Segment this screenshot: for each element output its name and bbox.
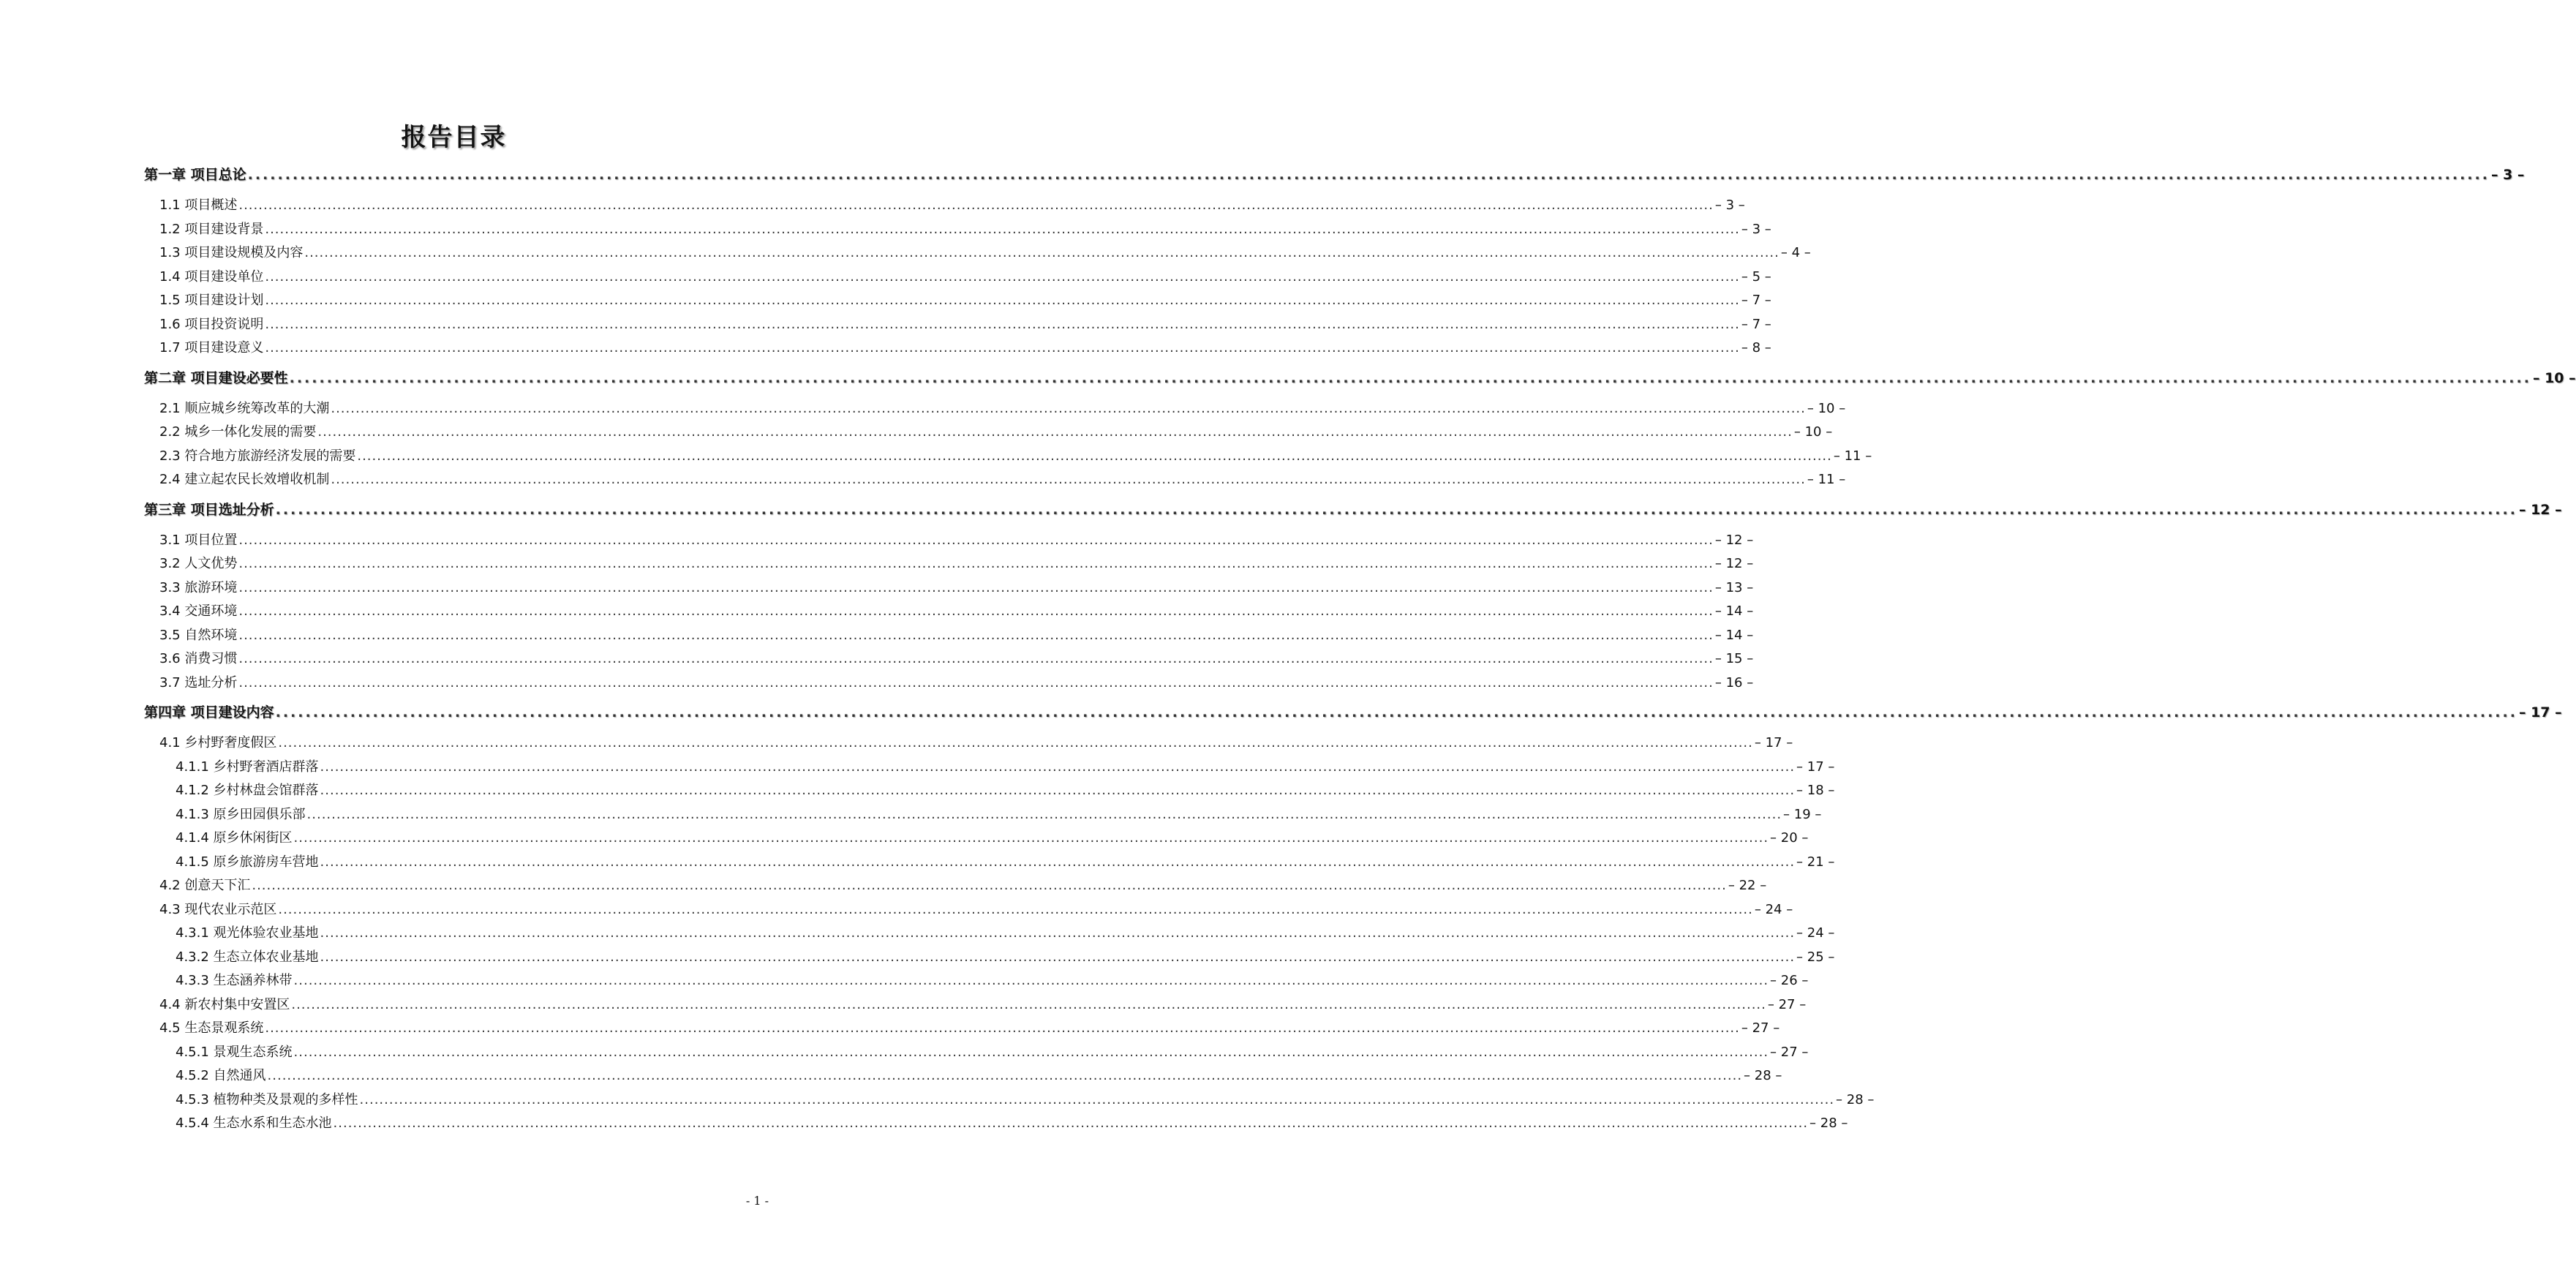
toc-section-entry[interactable] [159, 899, 1793, 918]
toc-dot-leader: ............................................................................................................................................................................................................................................................................................................ [289, 369, 2531, 386]
toc-chapter-entry[interactable] [144, 701, 2562, 721]
toc-entry-label: 3.3 旅游环境 [159, 579, 238, 595]
toc-entry-page: – 18 – [1796, 783, 1835, 798]
toc-section-entry[interactable] [159, 314, 1771, 333]
toc-entry-label: 4.3.3 生态涵养林带 [176, 973, 293, 988]
toc-entry-label: 第二章 项目建设必要性 [144, 369, 288, 386]
toc-section-entry[interactable] [159, 672, 1754, 691]
toc-entry-page: – 21 – [1796, 854, 1835, 870]
toc-entry-page: – 3 – [1741, 221, 1771, 237]
toc-section-entry[interactable] [159, 601, 1754, 620]
toc-section-entry[interactable] [159, 1017, 1780, 1036]
toc-section-entry[interactable] [159, 242, 1811, 261]
toc-section-entry[interactable] [159, 625, 1754, 644]
toc-dot-leader: ............................................................................................................................................................................................................................................................................................................ [265, 340, 1740, 355]
toc-entry-label: 4.3 现代农业示范区 [159, 901, 277, 917]
toc-subsection-entry[interactable] [176, 922, 1835, 941]
toc-entry-label: 3.7 选址分析 [159, 674, 238, 691]
toc-entry-page: – 24 – [1754, 901, 1793, 917]
toc-entry-label: 4.1.3 原乡田园俱乐部 [176, 806, 306, 822]
toc-entry-label: 4.5.4 生态水系和生态水池 [176, 1115, 332, 1131]
toc-entry-page: – 13 – [1714, 579, 1754, 595]
toc-entry-label: 4.1.5 原乡旅游房车营地 [176, 854, 319, 870]
toc-dot-leader: ............................................................................................................................................................................................................................................................................................................ [275, 704, 2517, 720]
toc-section-entry[interactable] [159, 648, 1754, 667]
toc-subsection-entry[interactable] [176, 1089, 1875, 1108]
toc-dot-leader: ............................................................................................................................................................................................................................................................................................................ [293, 973, 1769, 988]
toc-entry-page: – 12 – [1714, 556, 1754, 571]
toc-dot-leader: ............................................................................................................................................................................................................................................................................................................ [267, 1068, 1743, 1083]
toc-entry-label: 1.4 项目建设单位 [159, 268, 264, 285]
toc-section-entry[interactable] [159, 219, 1771, 238]
toc-entry-page: – 7 – [1741, 316, 1771, 332]
toc-chapter-entry[interactable] [144, 164, 2525, 184]
toc-entry-page: – 28 – [1744, 1068, 1782, 1083]
toc-entry-page: – 27 – [1767, 996, 1807, 1012]
toc-entry-label: 1.7 项目建设意义 [159, 340, 264, 355]
toc-entry-page: – 10 – [1793, 424, 1833, 440]
toc-entry-label: 2.2 城乡一体化发展的需要 [159, 424, 317, 440]
toc-entry-page: – 22 – [1728, 878, 1767, 893]
toc-entry-page: – 24 – [1796, 925, 1835, 941]
toc-dot-leader: ............................................................................................................................................................................................................................................................................................................ [320, 949, 1796, 965]
toc-section-entry[interactable] [159, 445, 1872, 464]
toc-entry-label: 1.3 项目建设规模及内容 [159, 245, 304, 260]
toc-entry-label: 1.2 项目建设背景 [159, 221, 264, 237]
toc-entry-label: 4.5.2 自然通风 [176, 1068, 266, 1083]
toc-dot-leader: ............................................................................................................................................................................................................................................................................................................ [278, 735, 1753, 750]
toc-entry-label: 4.4 新农村集中安置区 [159, 996, 290, 1012]
toc-subsection-entry[interactable] [176, 1113, 1848, 1132]
toc-dot-leader: ............................................................................................................................................................................................................................................................................................................ [265, 293, 1740, 308]
toc-entry-page: – 27 – [1770, 1044, 1809, 1060]
toc-entry-label: 1.1 项目概述 [159, 197, 238, 213]
toc-dot-leader: ............................................................................................................................................................................................................................................................................................................ [238, 651, 1714, 666]
toc-chapter-entry[interactable] [144, 367, 2576, 387]
toc-subsection-entry[interactable] [176, 851, 1835, 870]
toc-dot-leader: ............................................................................................................................................................................................................................................................................................................ [252, 878, 1727, 893]
toc-dot-leader: ............................................................................................................................................................................................................................................................................................................ [247, 167, 2490, 183]
toc-dot-leader: ............................................................................................................................................................................................................................................................................................................ [238, 603, 1714, 619]
toc-subsection-entry[interactable] [176, 827, 1809, 846]
toc-subsection-entry[interactable] [176, 780, 1835, 799]
toc-entry-page: – 3 – [1714, 197, 1745, 213]
toc-dot-leader: ............................................................................................................................................................................................................................................................................................................ [306, 806, 1782, 822]
toc-entry-page: – 19 – [1783, 806, 1822, 822]
toc-dot-leader: ............................................................................................................................................................................................................................................................................................................ [238, 556, 1714, 571]
toc-dot-leader: ............................................................................................................................................................................................................................................................................................................ [238, 579, 1714, 595]
toc-entry-page: – 7 – [1741, 293, 1771, 308]
toc-entry-label: 4.1.4 原乡休闲街区 [176, 830, 293, 846]
toc-entry-label: 4.5.1 景观生态系统 [176, 1044, 293, 1060]
toc-dot-leader: ............................................................................................................................................................................................................................................................................................................ [357, 448, 1832, 464]
toc-entry-page: – 20 – [1770, 830, 1809, 846]
toc-entry-page: – 3 – [2490, 167, 2525, 183]
toc-dot-leader: ............................................................................................................................................................................................................................................................................................................ [331, 400, 1806, 416]
toc-dot-leader: ............................................................................................................................................................................................................................................................................................................ [320, 759, 1796, 775]
toc-entry-page: – 10 – [1807, 400, 1846, 416]
toc-section-entry[interactable] [159, 577, 1754, 596]
toc-entry-label: 4.1.1 乡村野奢酒店群落 [176, 759, 319, 775]
toc-entry-label: 4.5 生态景观系统 [159, 1020, 264, 1036]
toc-section-entry[interactable] [159, 421, 1833, 440]
toc-entry-page: – 15 – [1714, 651, 1754, 666]
toc-subsection-entry[interactable] [176, 947, 1835, 966]
toc-entry-label: 第三章 项目选址分析 [144, 501, 274, 518]
toc-dot-leader: ............................................................................................................................................................................................................................................................................................................ [291, 996, 1766, 1012]
toc-dot-leader: ............................................................................................................................................................................................................................................................................................................ [359, 1091, 1835, 1107]
toc-section-entry[interactable] [159, 469, 1846, 488]
toc-section-entry[interactable] [159, 195, 1745, 214]
toc-entry-label: 2.1 顺应城乡统筹改革的大潮 [159, 400, 330, 416]
toc-entry-page: – 12 – [2518, 501, 2562, 518]
toc-entry-page: – 14 – [1714, 603, 1754, 619]
toc-entry-label: 2.4 建立起农民长效增收机制 [159, 472, 330, 487]
toc-entry-label: 2.3 符合地方旅游经济发展的需要 [159, 448, 356, 464]
toc-subsection-entry[interactable] [176, 756, 1835, 775]
toc-entry-label: 4.3.2 生态立体农业基地 [176, 949, 319, 965]
toc-dot-leader: ............................................................................................................................................................................................................................................................................................................ [238, 674, 1714, 691]
toc-entry-page: – 10 – [2532, 369, 2576, 386]
toc-dot-leader: ............................................................................................................................................................................................................................................................................................................ [265, 221, 1740, 237]
toc-entry-page: – 26 – [1770, 973, 1809, 988]
toc-subsection-entry[interactable] [176, 970, 1809, 989]
toc-section-entry[interactable] [159, 553, 1754, 572]
toc-chapter-entry[interactable] [144, 499, 2562, 519]
toc-section-entry[interactable] [159, 337, 1771, 356]
toc-dot-leader: ............................................................................................................................................................................................................................................................................................................ [238, 532, 1714, 548]
toc-entry-label: 4.1 乡村野奢度假区 [159, 735, 277, 750]
toc-dot-leader: ............................................................................................................................................................................................................................................................................................................ [320, 783, 1796, 798]
toc-dot-leader: ............................................................................................................................................................................................................................................................................................................ [238, 197, 1714, 213]
toc-entry-page: – 17 – [1796, 759, 1835, 775]
toc-section-entry[interactable] [159, 290, 1771, 309]
toc-entry-label: 4.5.3 植物种类及景观的多样性 [176, 1091, 358, 1107]
toc-entry-label: 4.2 创意天下汇 [159, 878, 251, 893]
toc-dot-leader: ............................................................................................................................................................................................................................................................................................................ [331, 472, 1806, 487]
toc-entry-label: 3.2 人文优势 [159, 556, 238, 571]
toc-dot-leader: ............................................................................................................................................................................................................................................................................................................ [265, 268, 1740, 285]
toc-dot-leader: ............................................................................................................................................................................................................................................................................................................ [265, 316, 1740, 332]
toc-entry-label: 3.5 自然环境 [159, 627, 238, 643]
toc-dot-leader: ............................................................................................................................................................................................................................................................................................................ [333, 1115, 1809, 1131]
toc-entry-page: – 12 – [1714, 532, 1754, 548]
toc-entry-label: 4.3.1 观光体验农业基地 [176, 925, 319, 941]
toc-dot-leader: ............................................................................................................................................................................................................................................................................................................ [293, 1044, 1769, 1060]
toc-dot-leader: ............................................................................................................................................................................................................................................................................................................ [320, 925, 1796, 941]
toc-section-entry[interactable] [159, 530, 1754, 549]
toc-dot-leader: ............................................................................................................................................................................................................................................................................................................ [265, 1020, 1740, 1036]
toc-dot-leader: ............................................................................................................................................................................................................................................................................................................ [320, 854, 1796, 870]
toc-entry-page: – 14 – [1714, 627, 1754, 643]
toc-entry-page: – 16 – [1714, 674, 1754, 691]
page-title: 报告目录 [401, 123, 507, 152]
toc-entry-label: 1.5 项目建设计划 [159, 293, 264, 308]
toc-entry-page: – 11 – [1833, 448, 1872, 464]
toc-entry-page: – 25 – [1796, 949, 1835, 965]
toc-entry-page: – 5 – [1741, 268, 1771, 285]
toc-entry-label: 第一章 项目总论 [144, 167, 246, 183]
toc-entry-label: 3.6 消费习惯 [159, 651, 238, 666]
toc-entry-label: 1.6 项目投资说明 [159, 316, 264, 332]
toc-entry-page: – 17 – [2518, 704, 2562, 720]
toc-dot-leader: ............................................................................................................................................................................................................................................................................................................ [278, 901, 1753, 917]
toc-subsection-entry[interactable] [176, 804, 1822, 823]
toc-dot-leader: ............................................................................................................................................................................................................................................................................................................ [304, 245, 1780, 260]
toc-entry-label: 第四章 项目建设内容 [144, 704, 274, 720]
toc-entry-page: – 8 – [1741, 340, 1771, 355]
toc-section-entry[interactable] [159, 994, 1807, 1013]
toc-entry-label: 3.1 项目位置 [159, 532, 238, 548]
toc-entry-page: – 17 – [1754, 735, 1793, 750]
toc-entry-label: 3.4 交通环境 [159, 603, 238, 619]
toc-dot-leader: ............................................................................................................................................................................................................................................................................................................ [275, 501, 2517, 518]
toc-entry-label: 4.1.2 乡村林盘会馆群落 [176, 783, 319, 798]
toc-subsection-entry[interactable] [176, 1065, 1782, 1084]
toc-dot-leader: ............................................................................................................................................................................................................................................................................................................ [293, 830, 1769, 846]
page-number: - 1 - [745, 1194, 769, 1208]
toc-entry-page: – 11 – [1807, 472, 1846, 487]
toc-section-entry[interactable] [159, 266, 1771, 285]
toc-entry-page: – 4 – [1780, 245, 1811, 260]
toc-entry-page: – 27 – [1741, 1020, 1780, 1036]
toc-entry-page: – 28 – [1809, 1115, 1848, 1131]
toc-dot-leader: ............................................................................................................................................................................................................................................................................................................ [238, 627, 1714, 643]
toc-entry-page: – 28 – [1836, 1091, 1875, 1107]
toc-section-entry[interactable] [159, 398, 1846, 417]
toc-section-entry[interactable] [159, 875, 1767, 894]
toc-dot-leader: ............................................................................................................................................................................................................................................................................................................ [317, 424, 1793, 440]
toc-section-entry[interactable] [159, 732, 1793, 751]
toc-subsection-entry[interactable] [176, 1042, 1809, 1061]
